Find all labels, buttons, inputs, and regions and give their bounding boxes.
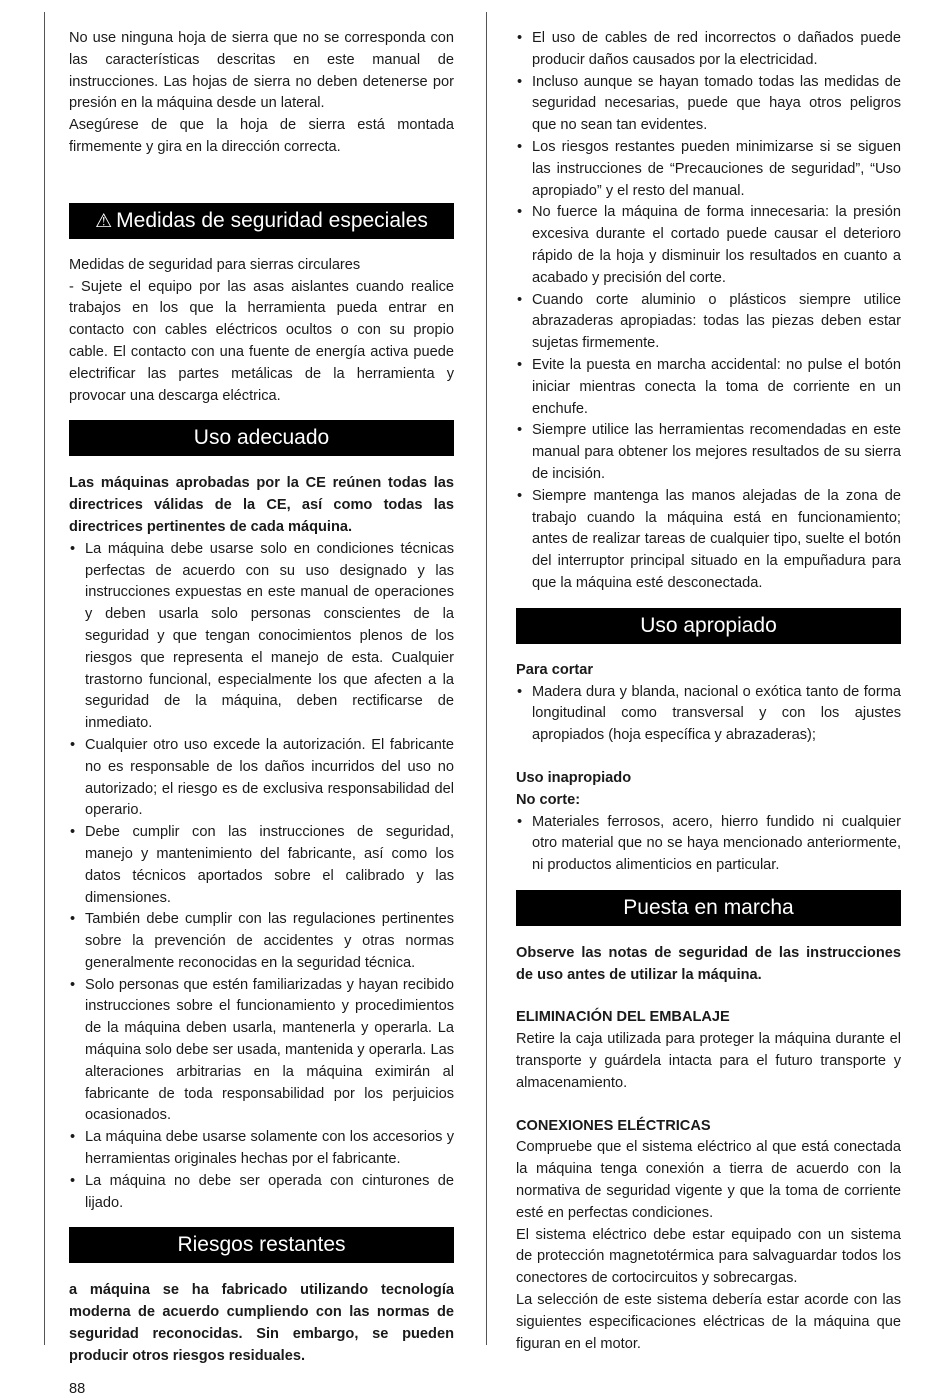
list-item: • No fuerce la máquina de forma innecesaria: la presión excesiva durante el cortado puede causar el deterioro rápido de la hoja y disminuir los resultados en cuanto a acabado y precisión del corte. (516, 202, 901, 289)
list-item: • Los riesgos restantes pueden minimizarse si se siguen las instrucciones de “Precauciones de seguridad”, “Uso apropiado” y el resto del manual. (516, 137, 901, 202)
page-number: 88 (69, 1381, 86, 1397)
column-divider-rule (486, 12, 487, 1345)
list-item: • La máquina no debe ser operada con cinturones de lijado. (69, 1171, 454, 1215)
riesgos-lead: a máquina se ha fabricado utilizando tecnología moderna de acuerdo cumpliendo con las normas de seguridad reconocidas. Sin embargo, se pueden producir otros riesgos residuales. (69, 1282, 454, 1364)
list-item: • Madera dura y blanda, nacional o exótica tanto de forma longitudinal como transversal y con los ajustes apropiados (hoja específica y abrazaderas); (516, 682, 901, 747)
uso-adecuado-list (69, 539, 454, 1215)
special-safety-heading (69, 203, 454, 239)
conexiones-text-1: Compruebe que el sistema eléctrico al que está conectada la máquina tenga conexión a tierra de acuerdo con la normativa de seguridad vigente y que la toma de corriente esté en perfectas condiciones. (516, 1139, 901, 1221)
special-safety-text: - Sujete el equipo por las asas aislantes cuando realice trabajos en los que la herramienta pueda entrar en contacto con cables eléctricos ocultos o con su propio cable. El contacto con una fuente de energía activa puede electrificar las partes metálicas de la herramienta y provocar una descarga eléctrica. (69, 278, 454, 404)
uso-inapropiado-label: Uso inapropiado (516, 769, 632, 786)
cut-list (516, 682, 901, 747)
list-item: • Incluso aunque se hayan tomado todas las medidas de seguridad necesarias, puede que haya otros peligros que no sean tan evidentes. (516, 72, 901, 137)
list-item: • Cuando corte aluminio o plásticos siempre utilice abrazaderas apropiadas: todas las piezas deben estar sujetas firmemente. (516, 290, 901, 355)
list-item: • El uso de cables de red incorrectos o dañados puede producir daños causados por la electricidad. (516, 28, 901, 72)
embalaje-text: Retire la caja utilizada para proteger la máquina durante el transporte y guárdela intacta para el futuro transporte y almacenamiento. (516, 1031, 901, 1091)
list-item: • La máquina debe usarse solamente con los accesorios y herramientas originales hechas por el fabricante. (69, 1127, 454, 1171)
uso-adecuado-heading: Uso adecuado (69, 420, 454, 456)
list-item: • Cualquier otro uso excede la autorización. El fabricante no es responsable de los daños incurridos del uso no autorizado; el riesgo es de exclusiva responsabilidad del operario. (69, 735, 454, 822)
conexiones-text-3: La selección de este sistema debería estar acorde con las siguientes especificaciones eléctricas de la máquina que figuran en el motor. (516, 1292, 901, 1352)
left-margin-rule (44, 12, 45, 1345)
riesgos-list (516, 28, 901, 595)
list-item: • También debe cumplir con las regulaciones pertinentes sobre la prevención de accidentes y otras normas generalmente reconocidas en la seguridad técnica. (69, 909, 454, 974)
uso-adecuado-lead: Las máquinas aprobadas por la CE reúnen todas las directrices válidas de la CE, así como todas las directrices pertinentes de cada máquina. (69, 475, 454, 535)
puesta-en-marcha-heading: Puesta en marcha (516, 890, 901, 926)
conexiones-title: CONEXIONES ELÉCTRICAS (516, 1117, 711, 1134)
list-item: • Siempre mantenga las manos alejadas de la zona de trabajo cuando la máquina está en funcionamiento; antes de realizar tareas de cualquier tipo, suelte el botón del interruptor principal situado en la empuñadura para que la máquina esté desconectada. (516, 486, 901, 595)
list-item: • Solo personas que estén familiarizadas y hayan recibido instrucciones sobre el funcionamiento y procedimientos de la máquina deben usarla, mantenerla y operarla. La máquina solo debe ser usada, mantenida y operarla. Las alteraciones arbitrarias en la máquina eximirán al fabricante de toda responsabilidad por los perjuicios ocasionados. (69, 975, 454, 1128)
conexiones-text-2: El sistema eléctrico debe estar equipado con un sistema de protección magnetotérmica para salvaguardar todos los conectores de cortocircuitos y sobrecargas. (516, 1226, 901, 1287)
uso-apropiado-heading: Uso apropiado (516, 608, 901, 644)
embalaje-title: ELIMINACIÓN DEL EMBALAJE (516, 1009, 730, 1026)
list-item: • La máquina debe usarse solo en condiciones técnicas perfectas de acuerdo con su uso designado y las instrucciones expuestas en este manual de operaciones y deben usarla solo personas conscientes de la seguridad y que tengan conocimientos plenos de los riesgos que representa el manejo de esta. Cualquier trastorno funcional, especialmente los que afecten a la seguridad de la máquina, deben rectificarse de inmediato. (69, 539, 454, 735)
left-column (69, 28, 454, 1368)
special-safety-subtitle: Medidas de seguridad para sierras circulares (69, 256, 361, 273)
no-corte-label: No corte: (516, 791, 581, 808)
list-item: • Siempre utilice las herramientas recomendadas en este manual para obtener los mejores resultados de su sierra de incisión. (516, 420, 901, 485)
nocut-list (516, 812, 901, 877)
para-cortar-label: Para cortar (516, 661, 594, 678)
special-safety-title: Medidas de seguridad especiales (116, 208, 428, 232)
intro-paragraph-2: Asegúrese de que la hoja de sierra está montada firmemente y gira en la dirección correcta. (69, 117, 454, 155)
warning-icon: ⚠ (95, 210, 113, 232)
right-column (516, 28, 901, 1355)
intro-paragraph-1: No use ninguna hoja de sierra que no se corresponda con las características descritas en este manual de instrucciones. Las hojas de sierra no deben detenerse por presión en la máquina desde un lateral. (69, 30, 454, 112)
list-item: • Materiales ferrosos, acero, hierro fundido ni cualquier otro material que no se haya mencionado anteriormente, ni productos alimenticios en particular. (516, 812, 901, 877)
puesta-lead: Observe las notas de seguridad de las instrucciones de uso antes de utilizar la máquina. (516, 944, 901, 983)
riesgos-heading: Riesgos restantes (69, 1227, 454, 1263)
list-item: • Debe cumplir con las instrucciones de seguridad, manejo y mantenimiento del fabricante, así como los datos técnicos aportados sobre el calibrado y las dimensiones. (69, 822, 454, 909)
list-item: • Evite la puesta en marcha accidental: no pulse el botón iniciar mientras conecta la toma de corriente en un enchufe. (516, 355, 901, 420)
